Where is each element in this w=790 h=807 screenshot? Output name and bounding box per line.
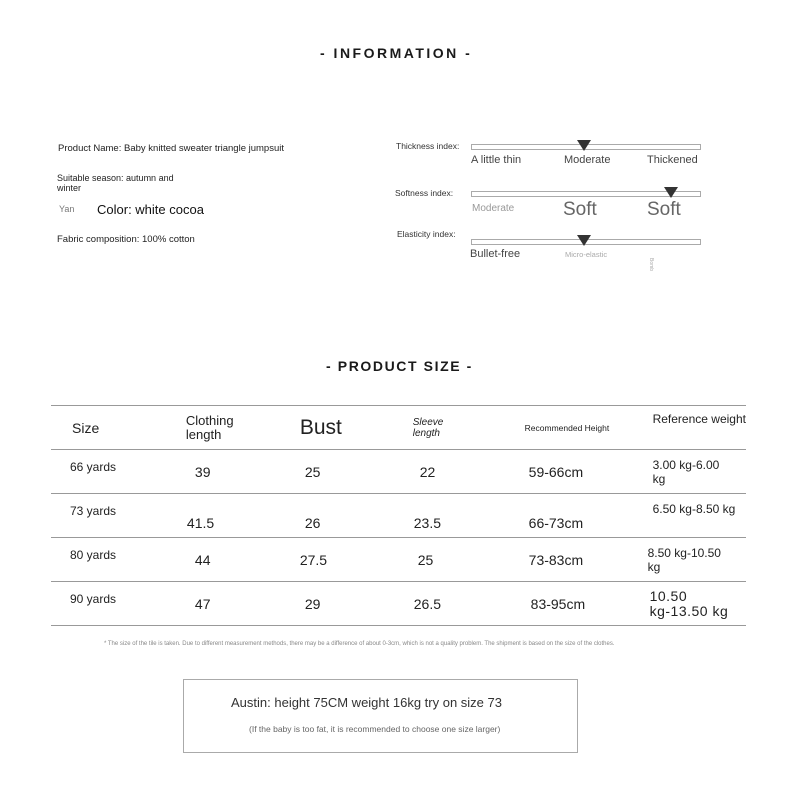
cell-height: 83-95cm xyxy=(530,595,586,612)
cell-sleeve: 25 xyxy=(417,551,434,568)
cell-size: 73 yards xyxy=(70,504,117,518)
thickness-index-label: Thickness index: xyxy=(396,141,460,151)
cell-weight-line2: kg xyxy=(647,559,661,574)
elasticity-index-label: Elasticity index: xyxy=(397,229,456,239)
header-size: Size xyxy=(72,419,100,436)
cell-sleeve: 26.5 xyxy=(413,595,441,612)
cell-weight-line1: 3.00 kg-6.00 xyxy=(652,457,720,472)
cell-size: 80 yards xyxy=(70,548,117,562)
elasticity-option-micro-elastic: Micro-elastic xyxy=(565,250,608,259)
softness-option-moderate: Moderate xyxy=(472,203,515,214)
cell-height: 59-66cm xyxy=(528,463,584,480)
measurement-note: * The size of the tile is taken. Due to different measurement methods, there may be a difference of about 0-3cm, which is not a quality problem. The shipment is based on the size of the clothes. xyxy=(104,641,615,647)
table-row xyxy=(51,538,746,582)
table-row xyxy=(51,494,746,538)
cell-bust: 25 xyxy=(304,463,321,480)
cell-length: 41.5 xyxy=(186,514,215,531)
table-row xyxy=(51,450,746,494)
header-sleeve-length-line1: Sleeve xyxy=(412,416,444,428)
softness-option-soft-2: Soft xyxy=(647,199,681,220)
product-name: Product Name: Baby knitted sweater triangle jumpsuit xyxy=(58,143,284,154)
thickness-marker xyxy=(577,140,591,151)
elasticity-option-bomb: Bomb xyxy=(648,258,654,272)
suitable-season xyxy=(57,173,207,193)
softness-option-soft-1: Soft xyxy=(563,199,597,220)
tryon-sub-text: (If the baby is too fat, it is recommended to choose one size larger) xyxy=(249,724,501,734)
softness-marker xyxy=(664,187,678,198)
cell-length: 39 xyxy=(194,463,211,480)
tryon-main-text: Austin: height 75CM weight 16kg try on size 73 xyxy=(231,695,502,710)
cell-weight-line2: kg xyxy=(652,471,666,486)
fabric-composition: Fabric composition: 100% cotton xyxy=(57,234,195,245)
yan-label: Yan xyxy=(59,204,75,214)
size-table xyxy=(51,405,746,626)
cell-height: 66-73cm xyxy=(528,514,584,531)
thickness-option-moderate: Moderate xyxy=(564,154,611,166)
softness-index-label: Softness index: xyxy=(395,188,454,198)
elasticity-marker xyxy=(577,235,591,246)
header-recommended-height: Recommended Height xyxy=(524,422,610,433)
cell-length: 47 xyxy=(194,595,211,612)
cell-weight-line2: kg-13.50 kg xyxy=(649,602,729,619)
header-clothing-length-line2: length xyxy=(185,426,222,442)
header-clothing-length-line1: Clothing xyxy=(185,412,234,428)
cell-sleeve: 23.5 xyxy=(413,514,441,531)
elasticity-option-bullet-free: Bullet-free xyxy=(470,248,521,260)
size-table-header xyxy=(51,406,746,450)
header-sleeve-length xyxy=(413,406,525,450)
cell-bust: 29 xyxy=(304,595,321,612)
cell-weight xyxy=(649,582,746,626)
cell-sleeve: 22 xyxy=(419,463,436,480)
cell-weight xyxy=(653,450,746,494)
color-text: Color: white cocoa xyxy=(97,202,204,217)
tryon-box xyxy=(183,679,578,753)
cell-size: 90 yards xyxy=(70,592,117,606)
cell-size: 66 yards xyxy=(70,460,117,474)
cell-weight xyxy=(653,494,746,538)
table-row xyxy=(51,582,746,626)
cell-bust: 27.5 xyxy=(299,551,328,568)
cell-length: 44 xyxy=(194,551,211,568)
thickness-option-thin: A little thin xyxy=(471,154,522,166)
thickness-option-thickened: Thickened xyxy=(647,154,698,166)
cell-weight-line1: 8.50 kg-10.50 xyxy=(647,545,721,560)
header-reference-weight: Reference weight xyxy=(652,412,746,426)
header-bust: Bust xyxy=(299,415,342,439)
cell-height: 73-83cm xyxy=(528,551,584,568)
suitable-season-line1: Suitable season: autumn and xyxy=(57,173,174,183)
suitable-season-line2: winter xyxy=(57,183,82,193)
cell-weight-line1: 10.50 xyxy=(649,587,688,604)
information-title: - INFORMATION - xyxy=(320,45,473,61)
product-size-title: - PRODUCT SIZE - xyxy=(326,358,473,374)
cell-bust: 26 xyxy=(304,514,321,531)
cell-weight-line1: 6.50 kg-8.50 kg xyxy=(652,502,736,516)
header-clothing-length xyxy=(186,406,300,450)
cell-weight xyxy=(647,538,746,582)
header-sleeve-length-line2: length xyxy=(412,427,440,439)
